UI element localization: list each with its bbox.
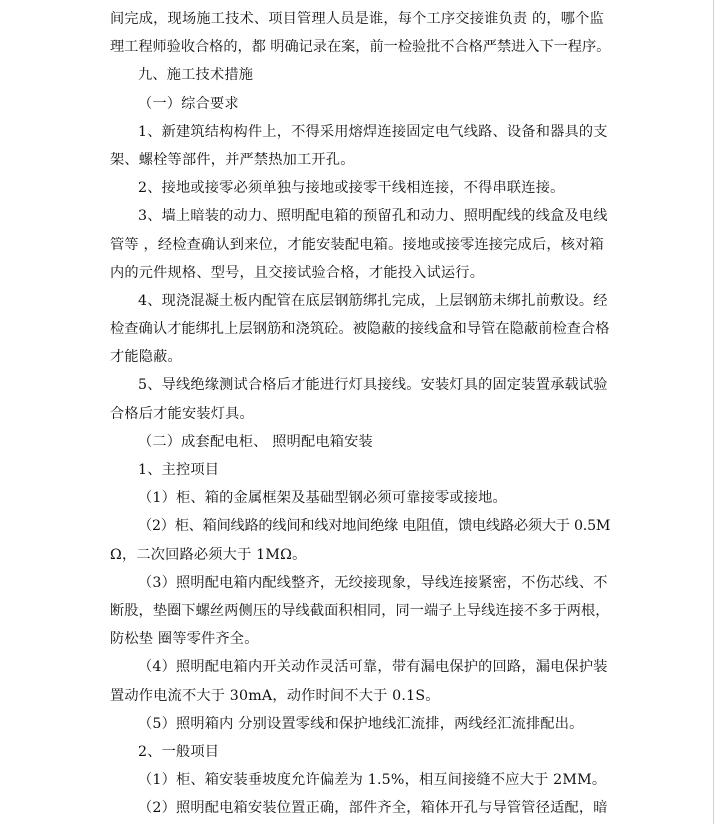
- text-line: Ω，二次回路必须大于 1MΩ。: [110, 546, 307, 563]
- text-line: 才能隐蔽。: [110, 349, 182, 366]
- section-heading: 九、施工技术措施: [138, 67, 254, 84]
- item-heading: 1、主控项目: [138, 462, 220, 478]
- subsection-heading: （二）成套配电柜、 照明配电箱安装: [138, 433, 373, 450]
- text-line: （2）照明配电箱安装位置正确，部件齐全，箱体开孔与导管管径适配，暗: [138, 800, 608, 817]
- text-line: 内的元件规格、型号，且交接试验合格，才能投入试运行。: [110, 264, 485, 281]
- text-line: 断股，垫圈下螺丝两侧压的导线截面积相同，同一端子上导线连接不多于两根，: [110, 602, 610, 619]
- text-line: 5、导线绝缘测试合格后才能进行灯具接线。安装灯具的固定装置承载试验: [138, 377, 608, 394]
- text-line: 检查确认才能绑扎上层钢筋和浇筑砼。被隐蔽的接线盒和导管在隐蔽前检查合格: [110, 321, 610, 338]
- text-line: （1）柜、箱安装垂坡度允许偏差为 1.5%，相互间接缝不应大于 2MM。: [138, 772, 607, 789]
- item-heading: 2、一般项目: [138, 743, 220, 760]
- text-line: 理工程师验收合格的，都 明确记录在案，前一检验批不合格严禁进入下一程序。: [110, 39, 611, 56]
- subsection-heading: （一）综合要求: [138, 95, 239, 112]
- text-line: 2、接地或接零必须单独与接地或接零干线相连接，不得串联连接。: [138, 180, 565, 197]
- text-line: 置动作电流不大于 30mA，动作时间不大于 0.1S。: [110, 687, 440, 704]
- text-line: 管等 ，经检查确认到来位，才能安装配电箱。接地或接零连接完成后，核对箱: [110, 236, 604, 253]
- text-line: （2）柜、箱间线路的线间和线对地间绝缘 电阻值，馈电线路必须大于 0.5M: [138, 518, 611, 535]
- text-line: （4）照明配电箱内开关动作灵活可靠，带有漏电保护的回路，漏电保护装: [138, 659, 608, 676]
- text-line: （5）照明箱内 分别设置零线和保护地线汇流排，两线经汇流排配出。: [138, 715, 584, 732]
- page-edge: [713, 0, 714, 824]
- text-line: 间完成，现场施工技术、项目管理人员是谁，每个工序交接谁负责 的，哪个监: [110, 11, 604, 27]
- text-line: 防松垫 圈等零件齐全。: [110, 631, 259, 648]
- text-line: （1）柜、箱的金属框架及基础型钢必须可靠接零或接地。: [138, 490, 507, 507]
- text-line: 4、现浇混凝土板内配管在底层钢筋绑扎完成，上层钢筋未绑扎前敷设。经: [138, 292, 608, 309]
- text-line: 1、新建筑结构构件上，不得采用熔焊连接固定电气线路、设备和器具的支: [138, 123, 608, 140]
- text-line: （3）照明配电箱内配线整齐，无绞接现象，导线连接紧密，不伤芯线、不: [138, 574, 608, 591]
- text-line: 架、螺栓等部件，并严禁热加工开孔。: [110, 151, 355, 168]
- text-line: 3、墙上暗装的动力、照明配电箱的预留孔和动力、照明配线的线盒及电线: [138, 208, 608, 225]
- text-line: 合格后才能安装灯具。: [110, 405, 254, 422]
- document-body: [110, 5, 610, 822]
